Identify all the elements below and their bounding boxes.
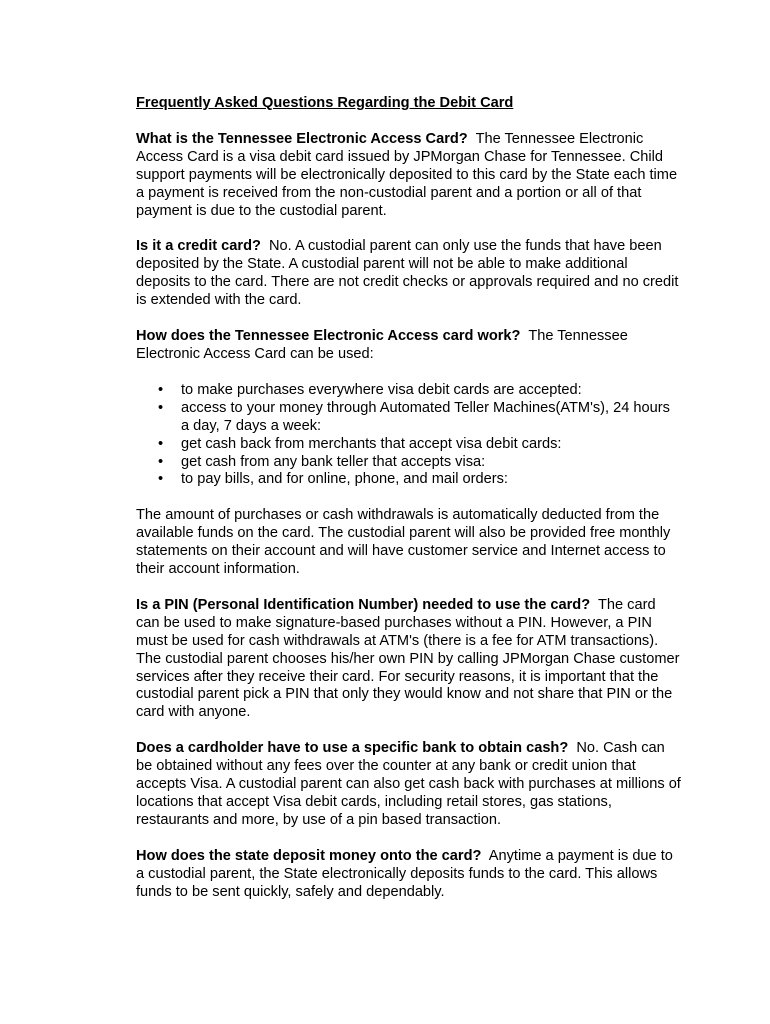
- faq-answer: The card can be used to make signature-based purchases without a PIN. However, a PIN must be used for cash withdrawals at ATM's (there is a fee for ATM transactions). The custodial parent chooses his/her own PIN by calling JPMorgan Chase customer services after they receive their card. For security reasons, it is important that the custodial parent pick a PIN that only they would know and not share that PIN or the card with anyone.: [136, 596, 680, 721]
- faq-question: What is the Tennessee Electronic Access Card?: [136, 130, 468, 147]
- list-item: [158, 471, 681, 489]
- faq-question: Is it a credit card?: [136, 238, 261, 255]
- card-usage-details: The amount of purchases or cash withdrawals is automatically deducted from the available funds on the card. The custodial parent will also be provided free monthly statements on their account and will have customer service and Internet access to their account information.: [136, 507, 671, 578]
- faq-answer: The Tennessee Electronic Access Card can be used:: [136, 328, 628, 362]
- faq-answer: No. A custodial parent can only use the funds that have been deposited by the State. A custodial parent will not be able to make additional deposits to the card. There are not credit checks or approvals required and no credit is extended with the card.: [136, 238, 679, 309]
- faq-pin: [136, 597, 681, 722]
- faq-question: How does the state deposit money onto the card?: [136, 847, 482, 864]
- bullet-icon: •: [158, 435, 164, 452]
- list-item-text: access to your money through Automated Teller Machines(ATM's), 24 hours a day, 7 days a week:: [181, 399, 670, 434]
- list-item-text: to make purchases everywhere visa debit cards are accepted:: [181, 381, 582, 398]
- document-title: Frequently Asked Questions Regarding the Debit Card: [136, 95, 514, 111]
- faq-what-is-card: [136, 131, 681, 221]
- faq-state-deposit: [136, 848, 681, 902]
- faq-answer: The Tennessee Electronic Access Card is a visa debit card issued by JPMorgan Chase for Tennessee. Child support payments will be electronically deposited to this card by the State each time a payment is received from the non-custodial parent and a portion or all of that payment is due to the custodial parent.: [136, 130, 678, 219]
- list-item-text: get cash back from merchants that accept visa debit cards:: [181, 435, 562, 452]
- bullet-icon: •: [158, 453, 164, 470]
- list-item-text: get cash from any bank teller that accepts visa:: [181, 453, 486, 470]
- bullet-icon: •: [158, 471, 164, 488]
- bullet-icon: •: [158, 399, 164, 416]
- document-page: [136, 95, 681, 920]
- faq-question: Is a PIN (Personal Identification Number) needed to use the card?: [136, 596, 591, 613]
- faq-specific-bank: [136, 740, 681, 830]
- list-item: [158, 381, 681, 400]
- faq-question: Does a cardholder have to use a specific bank to obtain cash?: [136, 740, 569, 757]
- faq-how-card-works: [136, 328, 681, 364]
- faq-answer: No. Cash can be obtained without any fees over the counter at any bank or credit union that accepts Visa. A custodial parent can also get cash back with purchases at millions of locations that accept Visa debit cards, including retail stores, gas stations, restaurants and more, by use of a pin based transaction.: [136, 740, 681, 828]
- card-uses-list: [136, 382, 681, 489]
- faq-credit-card: [136, 238, 681, 310]
- faq-answer: Anytime a payment is due to a custodial parent, the State electronically deposits funds to the card. This allows funds to be sent quickly, safely and dependably.: [136, 847, 673, 900]
- bullet-icon: •: [158, 381, 164, 398]
- list-item: [158, 399, 681, 436]
- faq-question: How does the Tennessee Electronic Access card work?: [136, 328, 521, 345]
- list-item: [158, 453, 681, 472]
- list-item-text: to pay bills, and for online, phone, and mail orders:: [181, 471, 508, 488]
- list-item: [158, 435, 681, 454]
